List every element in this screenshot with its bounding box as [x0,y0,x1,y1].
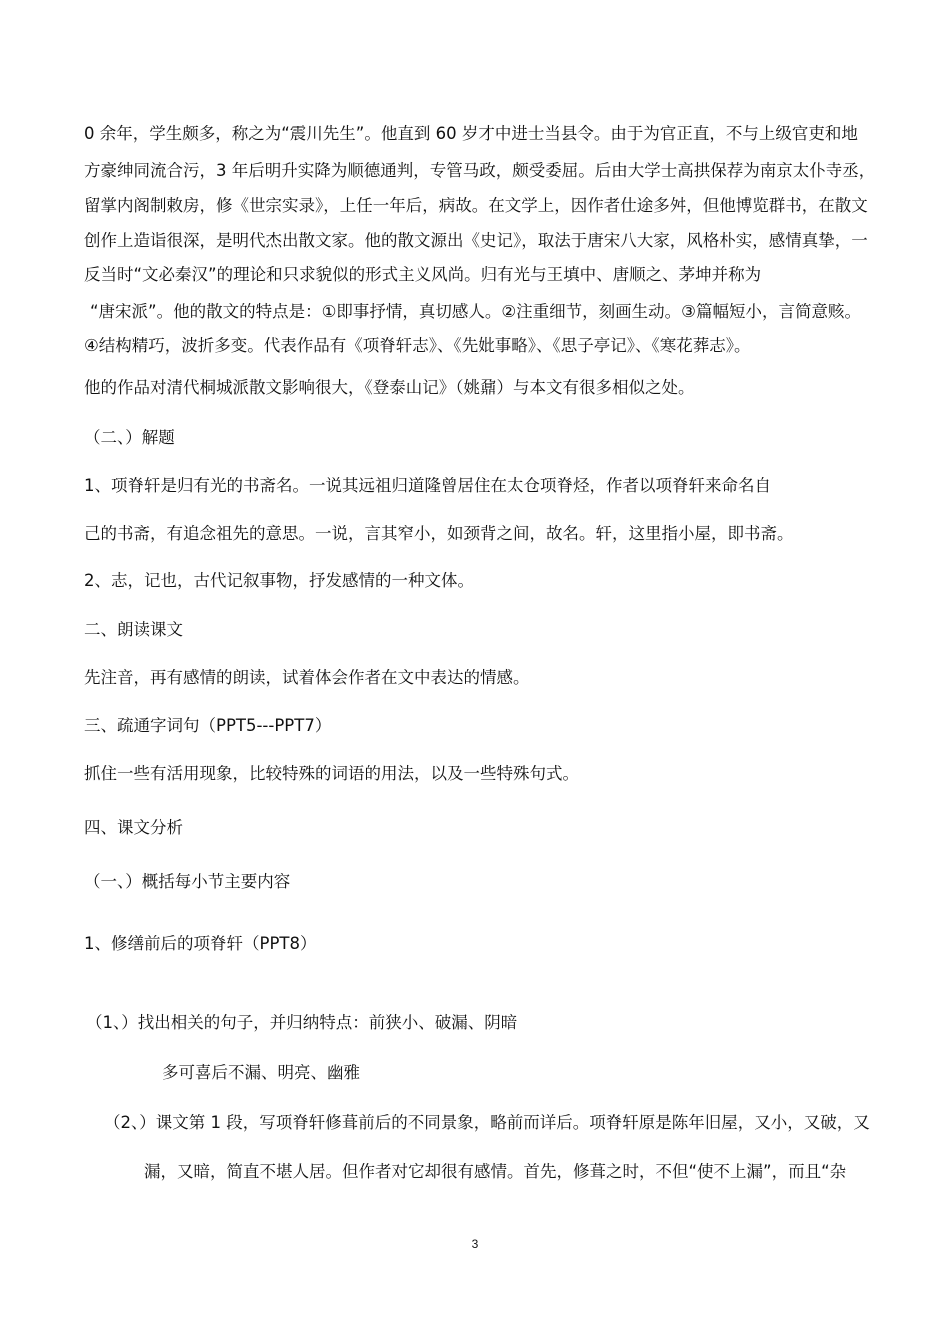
body-text-line: （2、）课文第 1 段，写项脊轩修葺前后的不同景象，略前而详后。项脊轩原是陈年旧屋，又小，又破，又 [104,1113,870,1132]
section-heading: 三、疏通字词句（PPT5---PPT7） [84,716,332,735]
body-text-line: 己的书斋，有追念祖先的意思。一说，言其窄小，如颈背之间，故名。轩，这里指小屋，即书斋。 [84,524,794,543]
body-text-line: 创作上造诣很深，是明代杰出散文家。他的散文源出《史记》，取法于唐宋八大家，风格朴实，感情真挚，一 [84,231,868,250]
body-text-line: 2、志，记也，古代记叙事物，抒发感情的一种文体。 [84,571,474,590]
body-text-line: “唐宋派”。他的散文的特点是：①即事抒情，真切感人。②注重细节，刻画生动。③篇幅短小，言简意赅。 [90,302,861,321]
body-text-line: 留掌内阁制敕房，修《世宗实录》，上任一年后，病故。在文学上，因作者仕途多舛，但他博览群书，在散文 [84,196,868,215]
body-text-line: 方豪绅同流合污，3 年后明升实降为顺德通判，专管马政，颇受委屈。后由大学士高拱保荐为南京太仆寺丞， [84,161,876,180]
body-text-line: 抓住一些有活用现象，比较特殊的词语的用法，以及一些特殊句式。 [84,764,579,783]
section-heading: 1、修缮前后的项脊轩（PPT8） [84,934,317,953]
section-heading: 二、朗读课文 [84,620,183,639]
body-text-line: 多可喜后不漏、明亮、幽雅 [162,1063,360,1082]
body-text-line: ④结构精巧，波折多变。代表作品有《项脊轩志》、《先妣事略》、《思子亭记》、《寒花葬志》。 [84,336,751,355]
section-heading: （一、）概括每小节主要内容 [84,872,291,891]
section-heading: （二、）解题 [84,428,175,447]
body-text-line: 漏，又暗，简直不堪人居。但作者对它却很有感情。首先，修葺之时，不但“使不上漏”，而且“杂 [144,1162,847,1181]
body-text-line: （1、）找出相关的句子，并归纳特点：前狭小、破漏、阴暗 [86,1013,518,1032]
body-text-line: 先注音，再有感情的朗读，试着体会作者在文中表达的情感。 [84,668,530,687]
body-text-line: 0 余年，学生颇多，称之为“震川先生”。他直到 60 岁才中进士当县令。由于为官正直，不与上级官吏和地 [84,124,858,143]
section-heading: 四、课文分析 [84,818,183,837]
body-text-line: 反当时“文必秦汉”的理论和只求貌似的形式主义风尚。归有光与王填中、唐顺之、茅坤并称为 [84,265,762,284]
page-number: 3 [471,1237,479,1251]
body-text-line: 1、项脊轩是归有光的书斋名。一说其远祖归道隆曾居住在太仓项脊烃，作者以项脊轩来命名自 [84,476,771,495]
body-text-line: 他的作品对清代桐城派散文影响很大，《登泰山记》（姚鼐）与本文有很多相似之处。 [84,378,695,397]
